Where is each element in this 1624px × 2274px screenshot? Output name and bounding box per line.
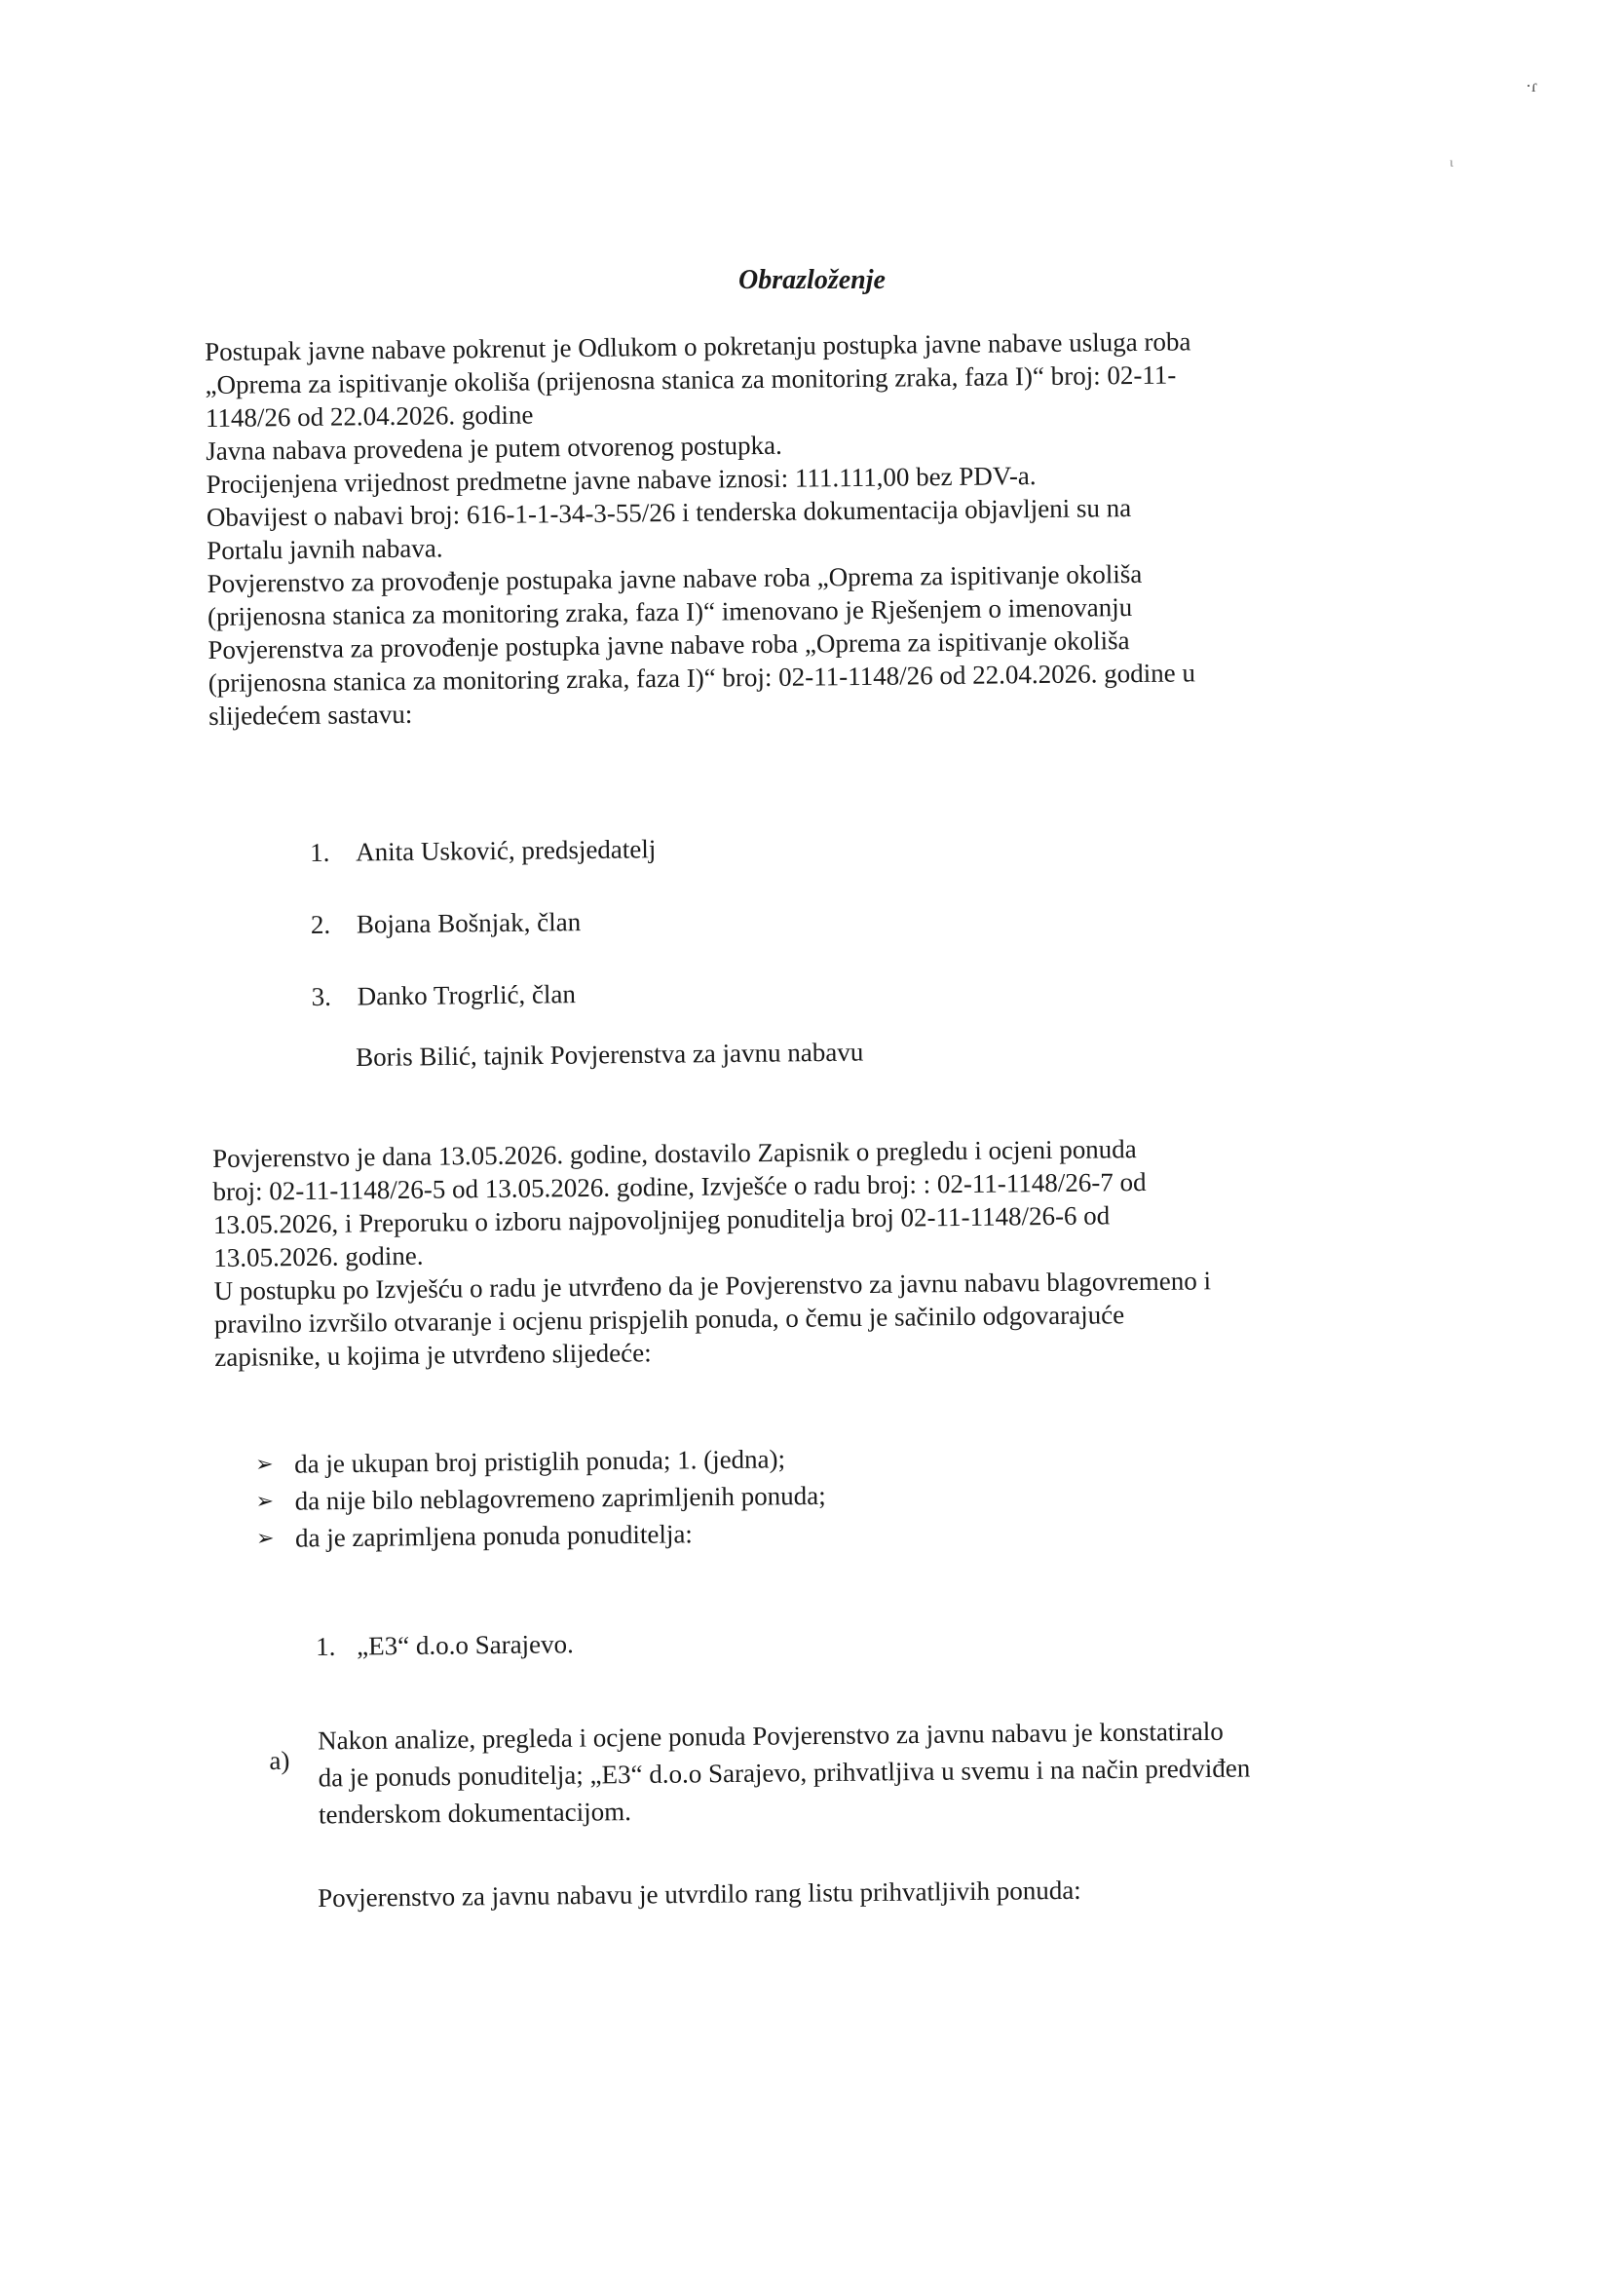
- margin-mark: ·ɾ: [1526, 76, 1537, 95]
- intro-paragraph: [205, 322, 1436, 733]
- member-name: Danko Trogrlić, član: [357, 979, 577, 1011]
- list-item: [255, 1477, 825, 1520]
- text-line: Obavijest o nabavi broj: 616-1-1-34-3-55/26 i tenderska dokumentacija objavljeni su na: [206, 493, 1132, 532]
- document-title: Obrazloženje: [738, 265, 886, 295]
- findings-list: [255, 1440, 826, 1557]
- list-number: 1.: [316, 1631, 336, 1661]
- text-line: pravilno izvršilo otvaranje i ocjenu prispjelih ponuda, o čemu je sačinilo odgovarajuće: [213, 1300, 1125, 1339]
- list-item: [311, 906, 658, 982]
- text-line: Povjerenstvo za provođenje postupaka javne nabave roba „Oprema za ispitivanje okoliša: [207, 558, 1143, 598]
- finding-text: da je zaprimljena ponuda ponuditelja:: [294, 1518, 693, 1553]
- text-line: broj: 02-11-1148/26-5 od 13.05.2026. godine, Izvješće o radu broj: : 02-11-1148/26-7 od: [212, 1166, 1147, 1206]
- text-line: da je ponuds ponuditelja; „E3“ d.o.o Sarajevo, prihvatljiva u svemu i na način predviđen: [318, 1753, 1251, 1793]
- bidder-list: [316, 1629, 574, 1662]
- text-line: Javna nabava provedena je putem otvorenog postupka.: [206, 430, 782, 466]
- list-item: [255, 1440, 825, 1483]
- text-line: Portalu javnih nabava.: [207, 533, 443, 565]
- text-line: slijedećem sastavu:: [208, 699, 413, 731]
- text-line: tenderskom dokumentacijom.: [318, 1797, 632, 1830]
- finding-text: da nije bilo neblagovremeno zaprimljenih ponuda;: [294, 1480, 826, 1516]
- text-line: 13.05.2026. godine.: [213, 1240, 424, 1272]
- section-label: a): [269, 1745, 290, 1775]
- text-line: Postupak javne nabave pokrenut je Odlukom o pokretanju postupka javne nabave usluga roba: [205, 326, 1191, 366]
- finding-text: da je ukupan broj pristiglih ponuda; 1. (jedna);: [294, 1443, 786, 1479]
- text-line: U postupku po Izvješću o radu je utvrđeno da je Povjerenstvo za javnu nabavu blagovremeno i: [213, 1266, 1212, 1306]
- text-line: 1148/26 od 22.04.2026. godine: [205, 399, 534, 433]
- text-line: 13.05.2026, i Preporuku o izboru najpovoljnijeg ponuditelja broj 02-11-1148/26-6 od: [212, 1200, 1111, 1239]
- list-item: [256, 1514, 826, 1557]
- list-item: [310, 834, 657, 910]
- text-line: Procijenjena vrijednost predmetne javne nabave iznosi: 111.111,00 bez PDV-a.: [206, 461, 1037, 499]
- arrow-bullet-icon: ➢: [255, 1525, 275, 1550]
- report-paragraph: [212, 1129, 1444, 1374]
- bidder-name: „E3“ d.o.o Sarajevo.: [356, 1629, 574, 1661]
- arrow-bullet-icon: ➢: [255, 1451, 274, 1476]
- list-number: 3.: [311, 981, 332, 1011]
- margin-mark: ι: [1450, 156, 1454, 171]
- text-line: Nakon analize, pregleda i ocjene ponuda Povjerenstvo za javnu nabavu je konstatiralo: [318, 1716, 1224, 1756]
- text-line: Povjerenstva za provođenje postupka javne nabave roba „Oprema za ispitivanje okoliša: [208, 625, 1130, 664]
- text-line: „Oprema za ispitivanje okoliša (prijenosna stanica za monitoring zraka, faza I)“ broj: 02-11-: [205, 360, 1177, 399]
- section-a: [269, 1710, 1449, 1834]
- text-line: (prijenosna stanica za monitoring zraka, faza I)“ broj: 02-11-1148/26 od 22.04.2026. godine u: [208, 658, 1196, 698]
- text-line: Povjerenstvo je dana 13.05.2026. godine, dostavilo Zapisnik o pregledu i ocjeni ponuda: [212, 1134, 1137, 1173]
- committee-list: [310, 834, 658, 1054]
- arrow-bullet-icon: ➢: [255, 1488, 275, 1513]
- text-line: (prijenosna stanica za monitoring zraka, faza I)“ imenovano je Rješenjem o imenovanju: [207, 592, 1133, 631]
- member-name: Anita Usković, predsjedatelj: [355, 834, 657, 867]
- list-number: 2.: [310, 909, 331, 939]
- list-number: 1.: [310, 837, 330, 867]
- member-name: Bojana Bošnjak, član: [356, 907, 582, 939]
- secretary-line: Boris Bilić, tajnik Povjerenstva za javnu nabavu: [356, 1037, 864, 1072]
- ranklist-intro: Povjerenstvo za javnu nabavu je utvrdilo rang listu prihvatljivih ponuda:: [318, 1875, 1081, 1913]
- text-line: zapisnike, u kojima je utvrđeno slijedeće:: [214, 1338, 652, 1372]
